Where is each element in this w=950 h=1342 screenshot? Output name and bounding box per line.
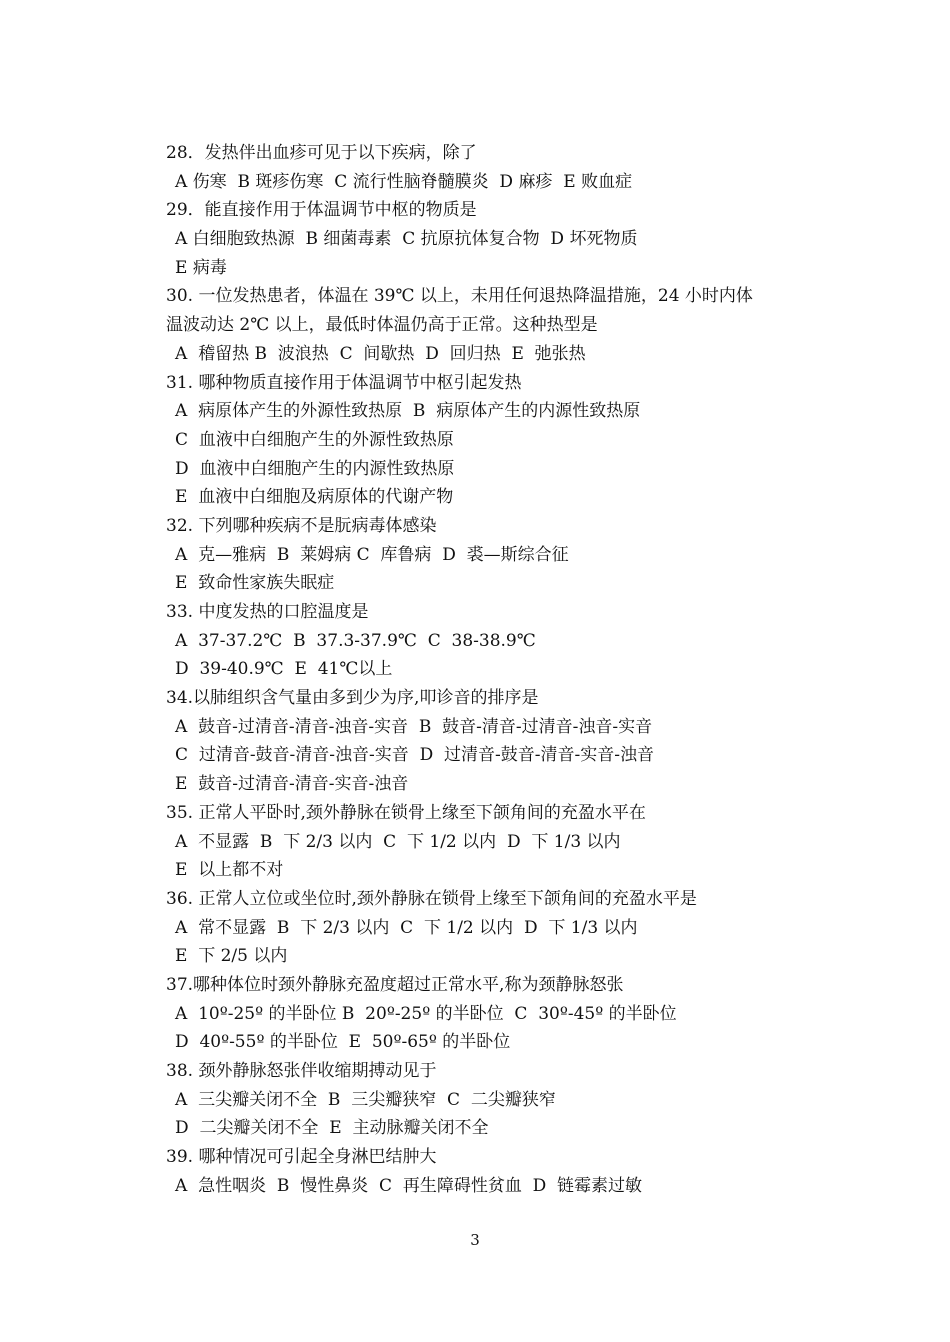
answer-options: E 鼓音-过清音-清音-实音-浊音 — [175, 774, 409, 795]
answer-options: A 稽留热 B 波浪热 C 间歇热 D 回归热 E 弛张热 — [175, 343, 586, 364]
question-text: 35. 正常人平卧时,颈外静脉在锁骨上缘至下颌角间的充盈水平在 — [166, 802, 646, 823]
question-text: 36. 正常人立位或坐位时,颈外静脉在锁骨上缘至下颌角间的充盈水平是 — [166, 888, 697, 909]
answer-options: A 37-37.2℃ B 37.3-37.9℃ C 38-38.9℃ — [175, 630, 536, 651]
answer-options: E 致命性家族失眠症 — [175, 573, 335, 594]
question-list — [166, 139, 790, 1200]
answer-options: C 血液中白细胞产生的外源性致热原 — [175, 429, 454, 450]
answer-options: A 病原体产生的外源性致热原 B 病原体产生的内源性致热原 — [175, 401, 641, 422]
question-text: 28．发热伴出血疹可见于以下疾病，除了 — [166, 143, 477, 163]
question-text: 33. 中度发热的口腔温度是 — [166, 602, 369, 622]
question-text: 30. 一位发热患者，体温在 39℃ 以上，未用任何退热降温措施，24 小时内体 — [166, 286, 753, 307]
answer-options: A 伤寒 B 斑疹伤寒 C 流行性脑脊髓膜炎 D 麻疹 E 败血症 — [175, 171, 633, 192]
answer-options: E 以上都不对 — [175, 860, 284, 881]
question-text: 37.哪种体位时颈外静脉充盈度超过正常水平,称为颈静脉怒张 — [166, 974, 624, 995]
answer-options: A 急性咽炎 B 慢性鼻炎 C 再生障碍性贫血 D 链霉素过敏 — [175, 1175, 643, 1196]
question-text: 34.以肺组织含气量由多到少为序,叩诊音的排序是 — [166, 688, 539, 709]
answer-options: A 10º-25º 的半卧位 B 20º-25º 的半卧位 C 30º-45º 的半卧位 — [175, 1003, 677, 1024]
answer-options: D 二尖瓣关闭不全 E 主动脉瓣关闭不全 — [175, 1118, 489, 1139]
question-text: 31. 哪种物质直接作用于体温调节中枢引起发热 — [166, 372, 522, 393]
question-text: 温波动达 2℃ 以上，最低时体温仍高于正常。这种热型是 — [166, 315, 598, 336]
question-text: 29．能直接作用于体温调节中枢的物质是 — [166, 200, 477, 221]
answer-options: D 39-40.9℃ E 41℃以上 — [175, 659, 393, 680]
answer-options: E 下 2/5 以内 — [175, 946, 288, 967]
answer-options: A 三尖瓣关闭不全 B 三尖瓣狭窄 C 二尖瓣狭窄 — [175, 1089, 556, 1110]
answer-options: A 鼓音-过清音-清音-浊音-实音 B 鼓音-清音-过清音-浊音-实音 — [175, 716, 653, 737]
answer-options: A 不显露 B 下 2/3 以内 C 下 1/2 以内 D 下 1/3 以内 — [175, 831, 621, 852]
answer-options: D 血液中白细胞产生的内源性致热原 — [175, 458, 455, 479]
page-number: 3 — [470, 1231, 480, 1249]
question-text: 39. 哪种情况可引起全身淋巴结肿大 — [166, 1147, 437, 1168]
answer-options: E 病毒 — [175, 257, 227, 278]
answer-options: A 克—雅病 B 莱姆病 C 库鲁病 D 裘—斯综合征 — [175, 544, 569, 565]
answer-options: A 白细胞致热源 B 细菌毒素 C 抗原抗体复合物 D 坏死物质 — [175, 229, 638, 250]
answer-options: A 常不显露 B 下 2/3 以内 C 下 1/2 以内 D 下 1/3 以内 — [175, 917, 638, 938]
answer-options: C 过清音-鼓音-清音-浊音-实音 D 过清音-鼓音-清音-实音-浊音 — [175, 745, 655, 766]
question-text: 38. 颈外静脉怒张伴收缩期搏动见于 — [166, 1061, 437, 1081]
question-text: 32. 下列哪种疾病不是朊病毒体感染 — [166, 515, 437, 536]
answer-options: E 血液中白细胞及病原体的代谢产物 — [175, 487, 454, 508]
answer-options: D 40º-55º 的半卧位 E 50º-65º 的半卧位 — [175, 1032, 511, 1053]
